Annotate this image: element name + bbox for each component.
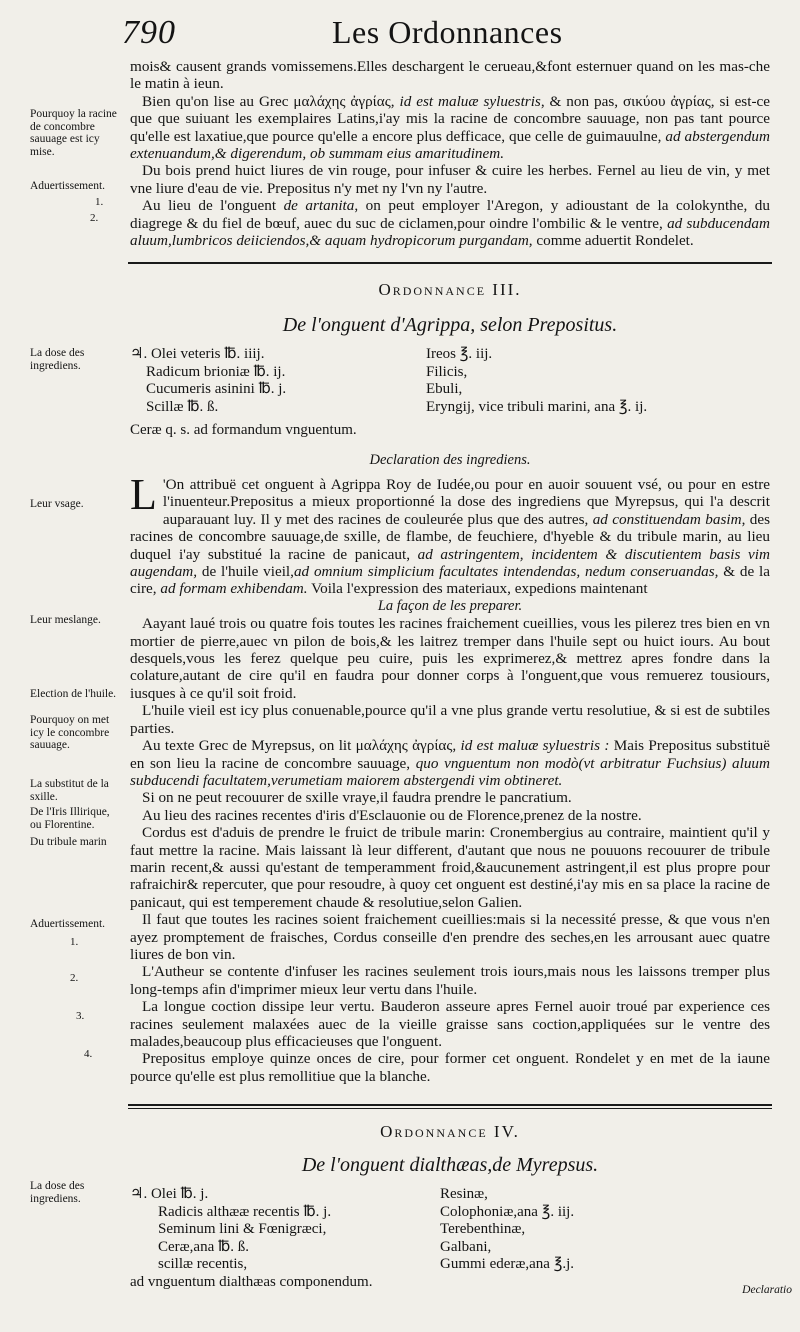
- margin-note-concombre: Pourquoy la racine de concombre sauuage est icy mise.: [30, 108, 117, 158]
- margin-note-usage: Leur vsage.: [30, 498, 84, 510]
- recipe-closing-line: Ceræ q. s. ad formandum vnguentum.: [130, 422, 357, 438]
- margin-number: 3.: [76, 1010, 85, 1022]
- margin-note-why: Pourquoy on met icy le concombre sauuage.: [30, 714, 110, 751]
- section-rule: [128, 1104, 772, 1106]
- advice-paragraph-4: Prepositus employe quinze onces de cire, pour former cet onguent. Rondelet y en met de la iaune pource qu'elle est plus remollitiue que la blanche.: [130, 1050, 770, 1085]
- recipe-left-column-2: [130, 1186, 331, 1274]
- margin-number: 1.: [95, 196, 104, 208]
- recipe-closing-line-2: ad vnguentum dialthæas componendum.: [130, 1274, 373, 1290]
- recipe-line: Gummi ederæ,ana ℥.j.: [440, 1256, 575, 1273]
- margin-note-dose-2: La dose des ingrediens.: [30, 1180, 85, 1205]
- tribule-paragraph: Cordus est d'aduis de prendre le fruict de tribule marin: Cronembergius au contraire, maintient qu'il y faut mettre la racine. Mais laissant là leur different, d'autant que nous ne pouuons recouurer de tribule marin recent,& aussi qu'estant de temperamment froid,&aucunement astringent,il est plus propre pour rafraichir& repercuter, que pour resoudre, à quoy cet onguent est destiné,i'ay mis en sa place la racine de panicaut, qui est temperement chaude & resolutiue,selon Galien.: [130, 824, 770, 911]
- ordonnance-3-subtitle: De l'onguent d'Agrippa, selon Prepositus.: [282, 314, 618, 336]
- intro-paragraph-2: Bien qu'on lise au Grec μαλάχης ἀγρίας, id est maluæ syluestris, & non pas, σικύου ἀγρίας, si est-ce que que suiuant les exemplaires Latins,i'ay mis la racine de concombre sauuage, non pas tant pource qu'elle est laxatiue,que pource qu'elle a encore plus defficace, que celle de guimauulne, ad abstergendum extenuandum,& digerendum, ob summam eius amaritudinem.: [130, 92, 770, 163]
- margin-note-tribule: Du tribule marin: [30, 836, 107, 848]
- margin-note-dose: La dose des ingrediens.: [30, 347, 85, 372]
- intro-paragraph-4: Au lieu de l'onguent de artanita, on peut employer l'Aregon, y adioustant de la colokynthe, du diagrege & du fiel de bœuf, auec du suc de ciclamen,pour oindre l'ombilic & le ventre, ad subducendam aluum,lumbricos deiiciendos,& aquam hydropicorum purgandam, comme aduertit Rondelet.: [130, 197, 770, 250]
- recipe-line: Ebuli,: [426, 381, 463, 398]
- ordonnance-4-subtitle: De l'onguent dialthæas,de Myrepsus.: [301, 1154, 599, 1176]
- margin-number: 1.: [70, 936, 79, 948]
- declaration-title: Declaration des ingrediens.: [369, 452, 531, 468]
- recipe-line: Resinæ,: [440, 1186, 488, 1202]
- recipe-line: Scillæ ℔. ß.: [146, 398, 219, 415]
- iris-paragraph: Au lieu des racines recentes d'iris d'Esclauonie ou de Florence,prenez de la nostre.: [142, 806, 642, 824]
- margin-note-advertissement: Aduertissement.: [30, 180, 106, 192]
- margin-note-mix: Leur meslange.: [30, 614, 101, 626]
- recipe-right-column: [426, 346, 647, 416]
- recipe-line: Filicis,: [426, 363, 468, 380]
- drop-cap: L: [130, 470, 157, 519]
- recipe-line: Terebenthinæ,: [440, 1221, 526, 1238]
- declaration-paragraph: L 'On attribuë cet onguent à Agrippa Roy de Iudée,ou pour en auoir souuent vsé, ou pour en estre l'inuenteur.Prepositus a mieux proportionné la dose des ingrediens que Myrepsus, qui l'a descrit auparauant luy. Il y met des racines de couleurée plus que des autres, ad constituendam basim, des racines de concombre sauuage,de sxille, de flambe, de feuchiere, d'hyeble & du tribule marin, au lieu duquel i'ay substitué la racine de panicaut, ad astringentem, incidentem & discutientem basis vim augendam, de l'huile vieil,ad omnium simplicium facultates intendendas, nedum conseruandas, & de la cire, ad formam exhibendam. Voila l'expression des materiaux, expedions maintenant: [130, 470, 771, 598]
- recipe-line: Eryngij, vice tribuli marini, ana ℥. ij.: [426, 398, 648, 415]
- section-rule-thin: [128, 1108, 772, 1109]
- ordonnance-3-title: Ordonnance III.: [378, 280, 522, 299]
- recipe-line: scillæ recentis,: [158, 1256, 248, 1273]
- advice-paragraph-1: Il faut que toutes les racines soient fraichement cueillies:mais si la necessité presse, & que vous n'en ayez promptement de fraisches, Cordus conseille d'en prendre des seches,en les arrousant auec quatre liures de bon vin.: [130, 911, 770, 963]
- facon-title: La façon de les preparer.: [377, 597, 523, 614]
- recipe-line: Radicum brioniæ ℔. ij.: [146, 363, 286, 380]
- intro-paragraph-3: Du bois prend huict liures de vin rouge, pour infuser & cuire les herbes. Fernel au lieu de vin, y met vne liure d'eau de vie. Prepositus n'y met ny l'vn ny l'autre.: [130, 162, 770, 197]
- running-title: Les Ordonnances: [332, 14, 563, 50]
- section-rule: [128, 262, 772, 264]
- advice-paragraph-3: La longue coction dissipe leur vertu. Bauderon asseure apres Fernel auoir troué par experience ces racines seulement malaxées auec de la vieille graisse sans coction,appliquées sur le ventre des malades,beaucoup plus efficacieuses que l'onguent.: [130, 998, 770, 1050]
- intro-paragraph-1: mois& causent grands vomissemens.Elles deschargent le cerueau,&font esternuer quand on les mas-che le matin à ieun.: [130, 58, 770, 93]
- ordonnance-4-title: Ordonnance IV.: [380, 1122, 520, 1141]
- recipe-left-column: [130, 346, 286, 416]
- page-number: 790: [122, 14, 176, 51]
- advice-paragraph-2: L'Autheur se contente d'infuser les racines seulement trois iours,mais nous les laissons tremper plus long-temps afin d'imprimer mieux leur vertu dans l'huile.: [130, 963, 770, 998]
- recipe-line: ♃. Olei veteris ℔. iiij.: [130, 346, 265, 362]
- recipe-line: Galbani,: [440, 1238, 492, 1255]
- margin-number: 2.: [90, 212, 99, 224]
- scille-paragraph: Si on ne peut recouurer de sxille vraye,il faudra prendre le pancratium.: [142, 789, 572, 807]
- recipe-line: Ireos ℥. iij.: [426, 346, 493, 362]
- recipe-line: ♃. Olei ℔. j.: [130, 1186, 209, 1202]
- margin-note-oil: Election de l'huile.: [30, 688, 117, 700]
- recipe-line: Colophoniæ,ana ℥. iij.: [440, 1203, 575, 1220]
- page-header: [122, 14, 764, 58]
- facon-paragraph: Aayant laué trois ou quatre fois toutes les racines fraichement cueillies, vous les pilerez tres bien en vn mortier de pierre,auec vn pilon de bois,& les laitrez tremper dans l'huile sept ou huict iours. Au bout desquels,vous les ferez quelque peu cuire, puis les exprimerez,& mettrez apres fondre dans la colature,autant de cire qu'il en faudra pour donner corps à l'onguent,que vous remuerez tousiours, iusques à ce qu'il soit froid.: [130, 615, 770, 702]
- recipe-line: Ceræ,ana ℔. ß.: [158, 1238, 249, 1255]
- margin-note-iris: De l'Iris Illirique, ou Florentine.: [30, 806, 110, 831]
- catchword: Declaratio: [742, 1284, 792, 1296]
- margin-note-scille: La substitut de la sxille.: [30, 778, 109, 803]
- margin-number: 4.: [84, 1048, 93, 1060]
- margin-note-advertissement-2: Aduertissement.: [30, 918, 106, 930]
- recipe-right-column-2: [440, 1186, 574, 1274]
- oil-paragraph: L'huile vieil est icy plus conuenable,pource qu'il a vne plus grande vertu resolutiue, & si est de subtiles parties.: [130, 702, 770, 737]
- greek-text-paragraph: Au texte Grec de Myrepsus, on lit μαλάχης ἀγρίας, id est maluæ syluestris : Mais Prepositus substituë en son lieu la racine de concombre sauuage, quo vnguentum non modò(vt arbitratur Fuchsius) aluum subducendi facultatem,verumetiam maiorem abstergendi vim obtineret.: [130, 737, 771, 789]
- margin-number: 2.: [70, 972, 79, 984]
- declaration-text: [130, 470, 771, 1085]
- recipe-line: Radicis althææ recentis ℔. j.: [158, 1203, 332, 1220]
- recipe-line: Cucumeris asinini ℔. j.: [146, 381, 287, 398]
- intro-text: [130, 58, 770, 249]
- recipe-line: Seminum lini & Fœnigræci,: [158, 1221, 327, 1238]
